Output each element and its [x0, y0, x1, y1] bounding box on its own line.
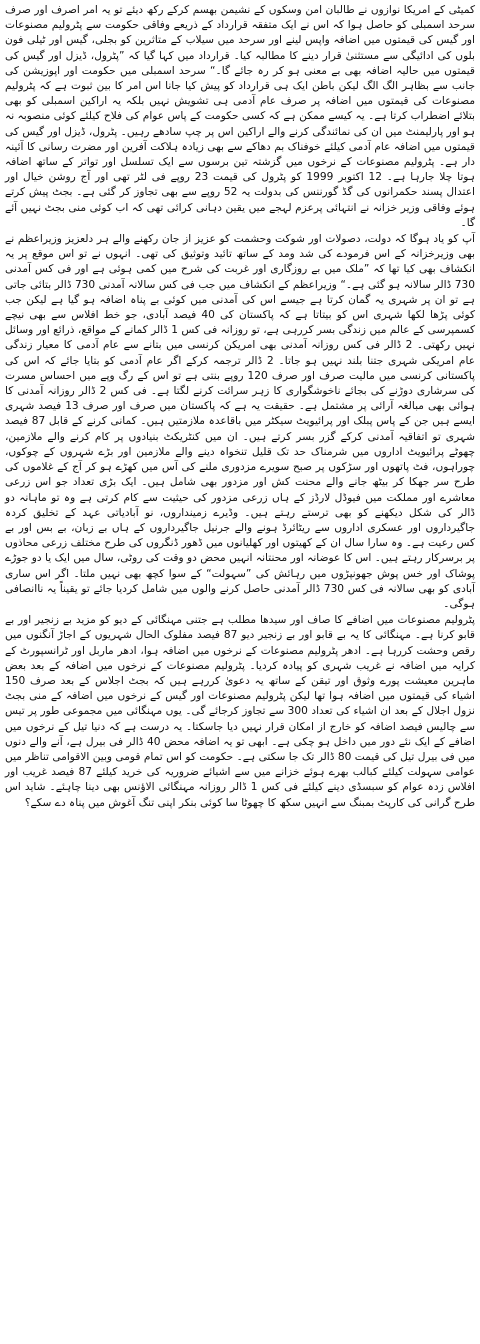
- paragraph-2: آپ کو یاد ہوگا کہ دولت، دصولات اور شوکت وحشمت کو عزیز از جان رکھنے والے ہر دلعزیز وزیراعظم نے بھی وزیرخزانہ کے اس فرمودے کی شد ومد کے ساتھ تائید وتوثیق کی تھی۔ انہوں نے تو اس موقع پر یہ انکشاف بھی کیا تھا کہ ”ملک میں بے روزگاری اور غربت کی شرح میں کمی ہوئی ہے اور فی کس آمدنی 730 ڈالر سالانہ ہو گئی ہے۔“ وزیراعظم کے انکشاف میں جب فی کس سالانہ آمدنی 730 ڈالر بتائی جاتی ہے تو ان پر شہری یہ گمان کرتا ہے جیسے اس کی آمدنی میں کوئی بے پناہ اضافہ ہو گیا ہے لیکن جب کوئی پڑھا لکھا شہری اس کو بیتاتا ہے کہ پاکستان کی 40 فیصد آبادی، جو خط افلاس سے بھی نیچے کسمپرسی کے عالم میں زندگی بسر کررہی ہے، تو روزانہ فی کس 1 ڈالر کمانے کے مواقع، ذرائع اور وسائل نہیں رکھتی۔ 2 ڈالر فی کس روزانہ آمدنی بھی امریکن کرنسی میں بتانے سے عام آدمی کا معیار زندگی عام امریکی شہری جتنا بلند نہیں ہو جاتا۔ 2 ڈالر ترجمہ کرکے اگر عام آدمی کو بتایا جائے کہ اس کی پاکستانی کرنسی میں مالیت صرف اور صرف 120 روپے بنتی ہے تو اس کے رگ وپے میں احساس مسرت کی سرشاری دوڑنے کی بجائے ناخوشگواری کا زہر سرائت کرنے لگتا ہے۔ فی کس 2 ڈالر روزانہ آمدنی کا ہوائی بھی مبالغہ آرائی پر مشتمل ہے۔ حقیقت یہ ہے کہ پاکستان میں صرف اور صرف 13 فیصد شہری ایسے ہیں جن کے پاس پبلک اور پرائیویٹ سیکٹر میں باقاعدہ ملازمتیں ہیں۔ کمانی کرنے کے قابل 87 فیصد شہری تو اتفاقیہ آمدنی کرکے گزر بسر کرتے ہیں۔ ان میں کنٹریکٹ بنیادوں پر کام کرنے والے ملازمین، چھوٹے پرائیویٹ اداروں میں شرمناک حد تک قلیل تنخواہ دینے والے ملازمین اور بڑے شہروں کے چوکوں، چوراہوں، فٹ پاتھوں اور سڑکوں پر صبح سویرے مزدوری ملنے کی آس میں کھڑے ہو کر آج کے غلاموں کی طرح سر جھکا کر بیٹھ جانے والے محنت کش اور مزدور بھی شامل ہیں۔ ایک بڑی تعداد جو اس زرعی معاشرے اور مملکت میں فیوڈل لارڈز کے ہاں زرعی مزدور کی حیثیت سے کام کرتی ہے وہ تو ماہانہ دو ڈالر کی شکل دیکھنے کو بھی ترستے رہتے ہیں۔ وڈیرے زمینداروں، نو آبادیاتی عہد کے تخلیق کردہ جاگیرداروں اور عسکری اداروں سے ریٹائرڈ ہونے والے جرنیل جاگیرداروں کے ہاں بے زبان، بے بس اور بے کس رعیت ہے۔ وہ سارا سال ان کے کھیتوں اور کھلیانوں میں ڈھور ڈنگروں کی طرح مختلف زرعی محاذوں پر برسرکار رہتے ہیں۔ اس کا عوضانہ اور محنتانہ انہیں محض دو وقت کی روٹی، سال میں ایک یا دو جوڑے پوشاک اور خس پوش جھونپڑوں میں رہائش کی ”سہولت“ کے سوا کچھ بھی نہیں ملتا۔ اگر اس ساری آبادی کو بھی سالانہ فی کس 730 ڈالر آمدنی حاصل کرنے والوں میں شامل کردیا جائے تو یقیناً یہ ناانصافی ہوگی۔: [5, 233, 476, 610]
- paragraph-1: کمیٹی کے امریکا نوازوں نے طالبان امن وسکوں کے نشیمن بھسم کرکے رکھ دیئے تو یہ امر اصرف اور صرف سرحد اسمبلی کو حاصل ہوا کہ اس نے ایک متفقہ قرارداد کے ذریعے وفاقی حکومت سے پٹرولیم مصنوعات اور گیس کی قیمتوں میں اضافہ واپس لینے اور سرحد میں سیلاب کے متاثرین کو بجلی، گیس اور ٹیلی فون بلوں کی ادائیگی سے مستثنیٰ قرار دینے کا مطالبہ کیا۔ قرارداد میں کہا گیا کہ ”پٹرول، ڈیزل اور گیس کی قیمتوں میں حالیہ اضافہ بھی بے معنی ہو کر رہ جائے گا۔“ سرحد اسمبلی میں حکومت اور اپوزیشن کی جانب سے بظاہر الگ الگ لیکن باطن ایک ہی قرارداد کو پیش کیا جانا اس امر کا بین ثبوت ہے کہ پٹرولیم مصنوعات کی قیمتوں میں اضافہ پر صرف عام آدمی ہی تشویش نہیں بلکہ یہ اراکین اسمبلی کو بھی بتلائے اضطراب کرتا ہے۔ یہ کیسے ممکن ہے کہ کسی حکومت کے پاس عوام کی فلاح کیلئے کوئی منصوبہ نہ ہو اور پارلیمنٹ میں ان کی نمائندگی کرنے والے اراکین اس پر چپ سادھے رہیں۔ پٹرول، ڈیزل اور گیس کی قیمتوں میں اضافہ عام آدمی کیلئے خوفناک بم دھاکے سے بھی زیادہ ہلاکت آفرین اور مضرت رسانی کا آئینہ دار ہے۔ پٹرولیم مصنوعات کے نرخوں میں گزشتہ تین برسوں سے ایک تسلسل اور تواتر کے ساتھ اضافہ ہوتا چلا جارہا ہے۔ 12 اکتوبر 1999 کو پٹرول کی قیمت 23 روپے فی لٹر تھی اور آج روشن خیال اور اعتدال پسند حکمرانوں کی گڈ گورننس کی بدولت یہ 52 روپے سے بھی تجاوز کر گئی ہے۔ بجٹ پیش کرتے ہوئے وفاقی وزیر خزانہ نے انتہائی پرعزم لہجے میں یقین دہانی کرائی تھی کہ اب کوئی منی بجٹ نہیں آئے گا۔: [5, 4, 475, 229]
- paragraph-3: پٹرولیم مصنوعات میں اضافے کا صاف اور سیدھا مطلب ہے جتنی مہنگائی کے دیو کو مزید بے زنجیر اور بے قابو کرنا ہے۔ مہنگائی کا یہ بے قابو اور بے زنجیر دیو 87 فیصد مفلوک الحال شہریوں کے اجاڑ آنگنوں میں رقص وحشت کررہا ہے۔ ادھر پٹرولیم مصنوعات کے نرخوں میں اضافہ ہوا، ادھر ماربل اور ٹرانسپورٹ کے کرایہ میں اضافہ نے غریب شہری کو پیادہ کردیا۔ پٹرولیم مصنوعات کے نرخوں میں اضافہ کے بعد بعض ماہرین معیشت پورے وثوق اور تیقن کے ساتھ یہ دعویٰ کررہے ہیں کہ بجٹ اجلاس کے بعد صرف 150 اشیاء کی قیمتوں میں اضافہ ہوا تھا لیکن پٹرولیم مصنوعات اور گیس کے نرخوں میں اضافہ کے منی بجٹ نزول اجلال کے بعد ان اشیاء کی تعداد 300 سے تجاوز کرجائے گی۔ یوں مہنگائی میں مجموعی طور پر تیس سے چالیس فیصد اضافہ کو خارج از امکان قرار نہیں دیا جاسکتا۔ یہ درست ہے کہ دنیا تیل کے نرخوں میں اضافے کے ایک نئے دور میں داخل ہو چکی ہے۔ ابھی تو یہ اضافہ محض 40 ڈالر فی بیرل ہے، آنے والے دنوں میں فی بیرل تیل کی قیمت 80 ڈالر تک جا سکتی ہے۔ حکومت کو اس تمام قومی وبین الاقوامی تناظر میں عوامی سہولت کیلئے کبالب بھرے ہوئے خزانے میں سے اشیائے ضروریہ کی خرید کیلئے 87 فیصد غریب اور افلاس زدہ عوام کو سبسڈی دینے کیلئے فی کس 1 ڈالر روزانہ مہنگائی الاؤنس بھی دینا چاہئے۔ شاید اس طرح گرانی کی کارپٹ بمبنگ سے انہیں سکھ کا چھوٹا سا کوئی بنکر اپنی تنگ آغوش میں پناہ دے سکے؟: [5, 614, 476, 809]
